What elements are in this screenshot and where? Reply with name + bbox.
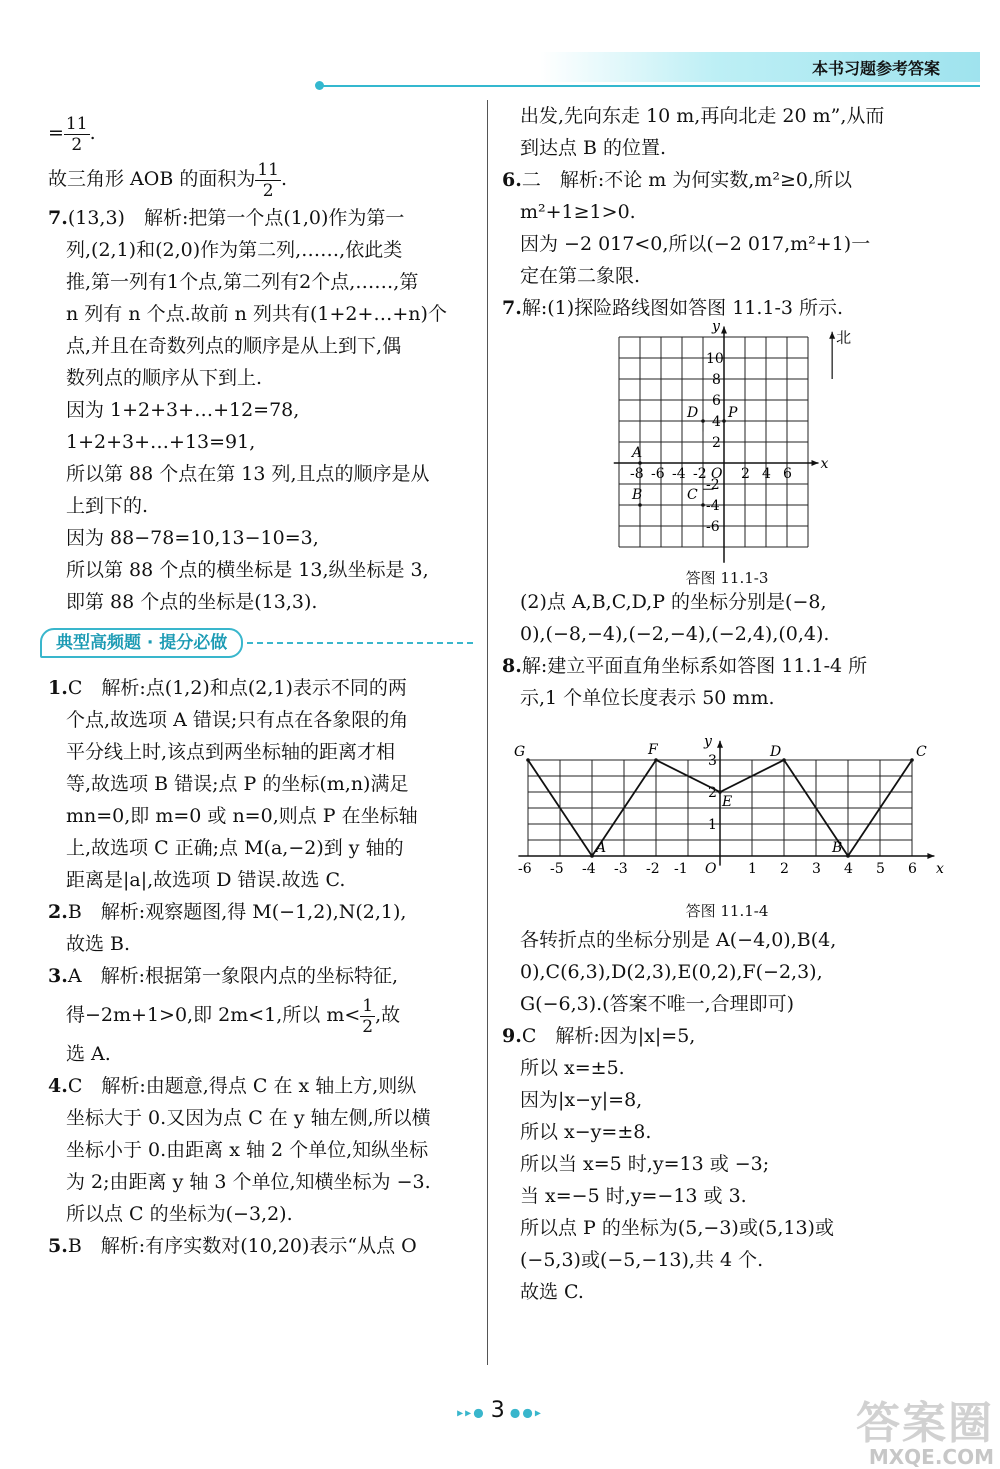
fraction xyxy=(255,160,281,201)
question-number: 8. xyxy=(502,655,522,677)
text-line xyxy=(48,1166,473,1198)
text-line xyxy=(48,896,473,928)
text-line xyxy=(502,650,952,682)
question-number: 7. xyxy=(502,297,522,319)
question-number: 3. xyxy=(48,965,68,987)
text-line xyxy=(48,960,473,992)
answer-text: 各转折点的坐标分别是 A(−4,0),B(4, xyxy=(520,929,837,951)
text-line xyxy=(48,800,473,832)
answer-text: 定在第二象限. xyxy=(520,265,641,287)
point-label-D: D xyxy=(770,744,782,760)
answer-text: 所以点 P 的坐标为(5,−3)或(5,13)或 xyxy=(520,1217,834,1239)
text-line xyxy=(502,1180,952,1212)
fraction-numerator: 1 xyxy=(362,995,374,1016)
text-line xyxy=(48,1198,473,1230)
x-tick-label: -8 xyxy=(630,466,644,482)
text-line xyxy=(502,1212,952,1244)
text-line xyxy=(48,298,473,330)
answer-text: 点,并且在奇数列点的顺序是从上到下,偶 xyxy=(66,335,402,357)
point-B xyxy=(846,854,850,858)
y-axis-label: y xyxy=(704,733,712,750)
answer-text: 0),C(6,3),D(2,3),E(0,2),F(−2,3), xyxy=(520,961,823,983)
math-prefix: 得−2m+1>0,即 2m<1,所以 m< xyxy=(66,1004,361,1026)
fraction-denominator: 2 xyxy=(262,180,274,201)
answer-text: B 解析:观察题图,得 M(−1,2),N(2,1), xyxy=(67,901,407,923)
answer-text: 坐标大于 0.又因为点 C 在 y 轴左侧,所以横 xyxy=(66,1107,431,1129)
text-line xyxy=(502,100,952,132)
text-line xyxy=(48,1230,473,1262)
question-number: 7. xyxy=(48,207,68,229)
x-tick-label: 1 xyxy=(748,861,757,877)
fraction xyxy=(64,114,90,155)
text-line xyxy=(502,618,952,650)
answer-text: 所以点 C 的坐标为(−3,2). xyxy=(66,1203,293,1225)
left-column xyxy=(48,110,473,1262)
header-rule xyxy=(320,85,980,87)
point-label-A: A xyxy=(632,445,643,461)
text-line xyxy=(502,1084,952,1116)
x-tick-label: 2 xyxy=(741,466,750,482)
x-axis-label: x xyxy=(820,456,829,472)
answer-text: 因为 −2 017<0,所以(−2 017,m²+1)一 xyxy=(520,233,871,255)
y-tick-label: 2 xyxy=(712,435,721,451)
answer-text: 因为 1+2+3+…+12=78, xyxy=(66,399,300,421)
answer-text: 故选 B. xyxy=(66,933,131,955)
answer-text: 故选 C. xyxy=(520,1281,584,1303)
column-divider xyxy=(487,100,488,1365)
text-line xyxy=(48,672,473,704)
point-label-D: D xyxy=(687,405,699,421)
text-line xyxy=(48,458,473,490)
x-tick-label: -4 xyxy=(582,861,596,877)
x-axis-arrow xyxy=(927,853,934,859)
answer-text: 所以 x=±5. xyxy=(520,1057,625,1079)
math-prefix: = xyxy=(48,122,64,144)
text-line xyxy=(502,1052,952,1084)
north-arrow-head xyxy=(829,332,835,339)
answer-text: 因为 88−78=10,13−10=3, xyxy=(66,527,319,549)
answer-text: 解:(1)探险路线图如答图 11.1-3 所示. xyxy=(521,297,844,319)
y-axis-label: y xyxy=(712,318,720,335)
answer-text: (13,3) 解析:把第一个点(1,0)作为第一 xyxy=(67,207,405,229)
answer-text: 列,(2,1)和(2,0)作为第二列,……,依此类 xyxy=(66,239,403,261)
answer-text: 平分线上时,该点到两坐标轴的距离才相 xyxy=(66,741,396,763)
answer-text: 出发,先向东走 10 m,再向北走 20 m”,从而 xyxy=(520,105,885,127)
x-axis-arrow xyxy=(812,460,819,466)
answer-text: 数列点的顺序从下到上. xyxy=(66,367,263,389)
answer-text: C 解析:点(1,2)和点(2,1)表示不同的两 xyxy=(67,677,407,699)
math-suffix: ,故 xyxy=(375,1004,401,1026)
x-axis-label: x xyxy=(936,861,944,877)
text-line xyxy=(502,1020,952,1052)
figure-11-1-3-caption: 答图 11.1-3 xyxy=(685,569,769,587)
math-suffix: . xyxy=(89,122,96,144)
question-number: 9. xyxy=(502,1025,522,1047)
footer-dots-right: ●●▸ xyxy=(509,1405,543,1420)
answer-text: 上到下的. xyxy=(66,495,149,517)
x-tick-label: 6 xyxy=(783,466,792,482)
text-line xyxy=(502,260,952,292)
point-C xyxy=(910,758,914,762)
text-line xyxy=(48,768,473,800)
point-C xyxy=(701,503,705,507)
y-axis-arrow xyxy=(721,327,727,334)
point-label-C: C xyxy=(687,487,698,503)
point-A xyxy=(590,854,594,858)
text-line xyxy=(48,110,473,156)
footer-dots-left: ▸▸● xyxy=(457,1405,486,1420)
text-line xyxy=(48,992,473,1038)
right-mid-text xyxy=(502,586,952,714)
y-tick-label: 4 xyxy=(712,414,721,430)
point-label-A: A xyxy=(596,840,607,856)
text-line xyxy=(502,988,952,1020)
x-tick-label: 4 xyxy=(762,466,771,482)
text-line xyxy=(502,586,952,618)
fraction xyxy=(360,996,375,1037)
text-line xyxy=(48,736,473,768)
text-line xyxy=(502,196,952,228)
point-B xyxy=(638,503,642,507)
point-label-G: G xyxy=(514,744,526,760)
x-tick-label: -4 xyxy=(672,466,686,482)
question-number: 6. xyxy=(502,169,522,191)
question-number: 1. xyxy=(48,677,68,699)
text-line xyxy=(48,266,473,298)
y-tick-label: -6 xyxy=(706,519,720,535)
answer-text: C 解析:由题意,得点 C 在 x 轴上方,则纵 xyxy=(67,1075,417,1097)
text-line xyxy=(48,330,473,362)
figure-11-1-3-graph xyxy=(502,318,952,553)
watermark-url: MXQE.COM xyxy=(868,1445,994,1469)
right-top-text xyxy=(502,100,952,324)
text-line xyxy=(502,228,952,260)
question-number: 2. xyxy=(48,901,68,923)
answer-text: 示,1 个单位长度表示 50 mm. xyxy=(520,687,775,709)
figure-11-1-4 xyxy=(502,716,952,920)
x-tick-label: 6 xyxy=(908,861,917,877)
point-P xyxy=(722,419,726,423)
answer-text: G(−6,3).(答案不唯一,合理即可) xyxy=(520,993,795,1015)
x-tick-label: -6 xyxy=(518,861,532,877)
question-number: 4. xyxy=(48,1075,68,1097)
answer-text: 等,故选项 B 错误;点 P 的坐标(m,n)满足 xyxy=(66,773,409,795)
text-line xyxy=(48,156,473,202)
answer-text: 个点,故选项 A 错误;只有点在各象限的角 xyxy=(66,709,409,731)
answer-text: 所以第 88 个点的横坐标是 13,纵坐标是 3, xyxy=(66,559,429,581)
text-line xyxy=(502,132,952,164)
answer-text: 选 A. xyxy=(66,1043,111,1065)
y-tick-label: 10 xyxy=(706,351,724,367)
point-label-P: P xyxy=(728,405,738,421)
y-tick-label: 3 xyxy=(708,753,717,769)
watermark-logo: 答案圈 xyxy=(856,1398,994,1449)
answer-text: mn=0,即 m=0 或 n=0,则点 P 在坐标轴 xyxy=(66,805,418,827)
text-line xyxy=(48,234,473,266)
point-A xyxy=(638,461,642,465)
answer-text: 0),(−8,−4),(−2,−4),(−2,4),(0,4). xyxy=(520,623,830,645)
answer-text: A 解析:根据第一象限内点的坐标特征, xyxy=(67,965,399,987)
origin-label: O xyxy=(711,466,723,482)
section-heading-label: 典型高频题 · 提分必做 xyxy=(40,628,243,658)
question-number: 5. xyxy=(48,1235,68,1257)
text-line xyxy=(48,1102,473,1134)
fraction-numerator: 11 xyxy=(65,113,88,134)
answer-text: 即第 88 个点的坐标是(13,3). xyxy=(66,591,318,613)
x-tick-label: -5 xyxy=(550,861,564,877)
x-tick-label: -2 xyxy=(646,861,660,877)
text-line xyxy=(48,1070,473,1102)
answer-text: 当 x=−5 时,y=−13 或 3. xyxy=(520,1185,747,1207)
math-suffix: . xyxy=(280,168,288,190)
text-line xyxy=(48,202,473,234)
answer-text: 上,故选项 C 正确;点 M(a,−2)到 y 轴的 xyxy=(66,837,404,859)
y-tick-label: 8 xyxy=(712,372,721,388)
page-number: 3 xyxy=(490,1398,505,1423)
text-line xyxy=(48,1038,473,1070)
answer-text: 所以 x−y=±8. xyxy=(520,1121,652,1143)
text-line xyxy=(502,1276,952,1308)
text-line xyxy=(48,426,473,458)
text-line xyxy=(502,924,952,956)
fraction-denominator: 2 xyxy=(362,1016,374,1037)
text-line xyxy=(502,1148,952,1180)
point-label-E: E xyxy=(722,794,733,810)
point-label-B: B xyxy=(632,487,643,503)
right-bottom-text xyxy=(502,924,952,1308)
text-line xyxy=(48,394,473,426)
point-label-B: B xyxy=(832,840,843,856)
text-line xyxy=(48,522,473,554)
point-D xyxy=(782,758,786,762)
y-tick-label: -2 xyxy=(706,477,720,493)
answer-text: B 解析:有序实数对(10,20)表示“从点 O xyxy=(67,1235,417,1257)
answer-text: 距离是|a|,故选项 D 错误.故选 C. xyxy=(66,869,346,891)
x-tick-label: -6 xyxy=(651,466,665,482)
text-line xyxy=(502,1244,952,1276)
right-column xyxy=(502,100,952,1308)
y-tick-label: -4 xyxy=(706,498,720,514)
north-label: 北 xyxy=(836,328,852,347)
point-G xyxy=(526,758,530,762)
fraction-numerator: 11 xyxy=(257,159,279,180)
section-heading-rule xyxy=(247,642,473,644)
answer-text: m²+1≥1>0. xyxy=(520,201,636,223)
figure-11-1-4-graph xyxy=(502,716,952,886)
header-title: 本书习题参考答案 xyxy=(811,59,940,78)
answer-text: 所以当 x=5 时,y=13 或 −3; xyxy=(520,1153,770,1175)
answer-text: C 解析:因为|x|=5, xyxy=(521,1025,696,1047)
text-line xyxy=(502,682,952,714)
answer-text: 所以第 88 个点在第 13 列,且点的顺序是从 xyxy=(66,463,430,485)
fraction-denominator: 2 xyxy=(71,134,83,155)
answer-text: (2)点 A,B,C,D,P 的坐标分别是(−8, xyxy=(520,591,827,613)
answer-text: 二 解析:不论 m 为何实数,m²≥0,所以 xyxy=(521,169,853,191)
answer-text: (−5,3)或(−5,−13),共 4 个. xyxy=(520,1249,764,1271)
text-line xyxy=(48,864,473,896)
answer-text: 1+2+3+…+13=91, xyxy=(66,431,256,453)
text-line xyxy=(48,832,473,864)
text-line xyxy=(48,490,473,522)
x-tick-label: 2 xyxy=(780,861,789,877)
figure-11-1-4-caption: 答图 11.1-4 xyxy=(685,902,769,920)
text-line xyxy=(48,362,473,394)
point-F xyxy=(654,758,658,762)
text-line xyxy=(502,956,952,988)
text-line xyxy=(48,554,473,586)
x-tick-label: 5 xyxy=(876,861,885,877)
x-tick-label: 3 xyxy=(812,861,821,877)
x-tick-label: -2 xyxy=(693,466,707,482)
y-tick-label: 1 xyxy=(708,817,717,833)
watermark xyxy=(856,1398,994,1469)
origin-label: O xyxy=(705,861,717,877)
text-line xyxy=(48,1134,473,1166)
text-line xyxy=(48,586,473,618)
x-tick-label: 4 xyxy=(844,861,853,877)
math-prefix: 故三角形 AOB 的面积为 xyxy=(48,168,256,190)
text-line xyxy=(502,1116,952,1148)
answer-text: 到达点 B 的位置. xyxy=(520,137,667,159)
header-banner xyxy=(540,52,980,82)
y-tick-label: 2 xyxy=(708,785,717,801)
x-tick-label: -3 xyxy=(614,861,628,877)
page-footer xyxy=(0,1398,1000,1423)
answer-text: n 列有 n 个点.故前 n 列共有(1+2+…+n)个 xyxy=(66,303,447,325)
point-label-C: C xyxy=(916,744,927,760)
section-heading xyxy=(40,628,473,658)
y-axis-arrow xyxy=(717,741,723,748)
figure-11-1-3 xyxy=(502,318,952,587)
text-line xyxy=(48,928,473,960)
answer-text: 推,第一列有1个点,第二列有2个点,……,第 xyxy=(66,271,419,293)
text-line xyxy=(502,292,952,324)
answer-text: 为 2;由距离 y 轴 3 个单位,知横坐标为 −3. xyxy=(66,1171,431,1193)
answer-text: 坐标小于 0.由距离 x 轴 2 个单位,知纵坐标 xyxy=(66,1139,429,1161)
y-tick-label: 6 xyxy=(712,393,721,409)
answer-text: 解:建立平面直角坐标系如答图 11.1-4 所 xyxy=(521,655,868,677)
point-label-F: F xyxy=(648,742,658,758)
text-line xyxy=(48,704,473,736)
x-tick-label: -1 xyxy=(674,861,688,877)
text-line xyxy=(502,164,952,196)
answer-text: 因为|x−y|=8, xyxy=(520,1089,643,1111)
